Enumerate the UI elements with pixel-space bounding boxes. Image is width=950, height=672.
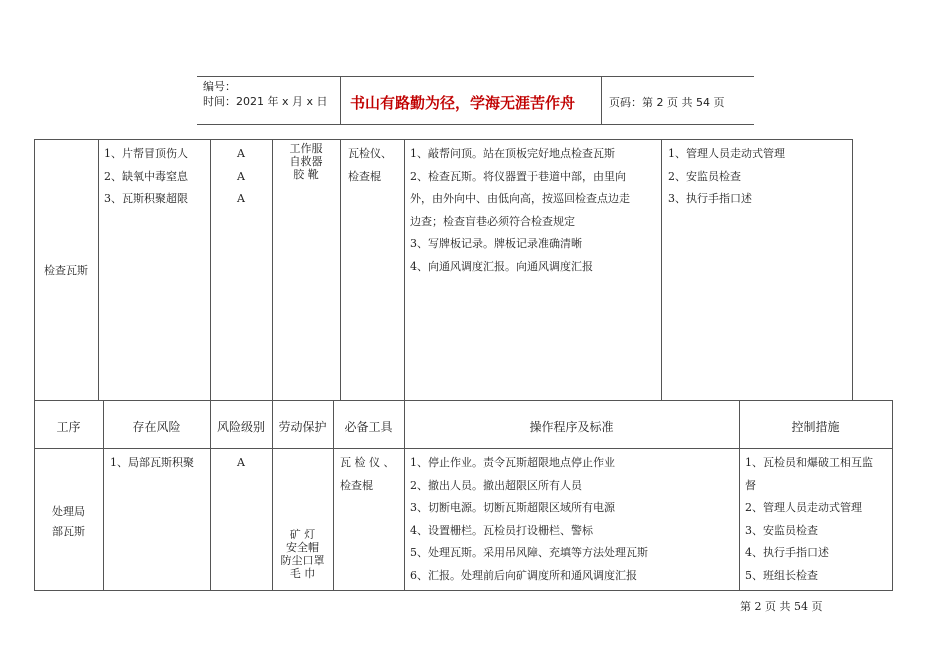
tool-item: 瓦 检 仪 、 xyxy=(340,456,395,469)
protection-item: 矿 灯 xyxy=(289,528,316,541)
control-item: 4、执行手指口述 xyxy=(745,546,829,559)
tools-list xyxy=(348,143,392,188)
procedure-line: 边查；检查盲巷必须符合检查规定 xyxy=(410,214,575,228)
procedure-list xyxy=(410,452,648,587)
control-item: 5、班组长检查 xyxy=(745,568,818,582)
control-item: 督 xyxy=(745,478,756,492)
header-motto: 书山有路勤为径，学海无涯苦作舟 xyxy=(350,94,576,112)
process-line: 处理局 xyxy=(52,505,85,518)
col-header-process: 工序 xyxy=(56,420,81,434)
protection-item: 工作服 xyxy=(289,142,323,155)
col-header-risk: 存在风险 xyxy=(132,420,181,434)
risk-level-list xyxy=(210,452,272,475)
procedure-line: 3、写牌板记录。牌板记录准确清晰 xyxy=(410,237,582,250)
risk-level: A xyxy=(237,169,245,183)
risk-level: A xyxy=(237,192,245,205)
tools-list xyxy=(340,452,395,497)
protection-list xyxy=(272,142,340,181)
control-item: 3、执行手指口述 xyxy=(668,192,752,205)
protection-list xyxy=(272,528,333,580)
col-header-protection: 劳动保护 xyxy=(278,420,327,434)
controls-list xyxy=(668,143,785,211)
protection-item: 胶 靴 xyxy=(293,168,319,181)
risk-level: A xyxy=(237,147,245,160)
col-header-tools: 必备工具 xyxy=(344,420,393,434)
procedure-line: 1、停止作业。责令瓦斯超限地点停止作业 xyxy=(410,456,615,469)
procedure-line: 2、撤出人员。撤出超限区所有人员 xyxy=(410,478,582,492)
procedure-line: 5、处理瓦斯。采用吊风障、充填等方法处理瓦斯 xyxy=(410,546,648,559)
risk-item: 1、片帮冒顶伤人 xyxy=(104,147,188,160)
procedure-line: 4、向通风调度汇报。向通风调度汇报 xyxy=(410,259,593,273)
risk-item: 2、缺氧中毒窒息 xyxy=(104,169,188,183)
risk-list xyxy=(110,452,194,475)
control-item: 2、安监员检查 xyxy=(668,169,741,183)
col-header-controls: 控制措施 xyxy=(791,420,840,434)
procedure-line: 4、设置栅栏。瓦检员打设栅栏、警标 xyxy=(410,523,593,537)
footer-page-number: 第 2 页 共 54 页 xyxy=(740,600,823,613)
risk-list xyxy=(104,143,188,211)
procedure-line: 1、敲帮问顶。站在顶板完好地点检查瓦斯 xyxy=(410,147,615,160)
risk-item: 1、局部瓦斯积聚 xyxy=(110,456,194,469)
protection-item: 防尘口罩 xyxy=(280,554,325,567)
document-number-label: 编号： xyxy=(203,80,236,93)
process-check-gas: 检查瓦斯 xyxy=(44,264,88,277)
tool-item: 检查棍 xyxy=(340,478,373,492)
process-line: 部瓦斯 xyxy=(52,525,85,538)
document-time-label: 时间：2021 年 x 月 x 日 xyxy=(203,95,328,108)
tool-item: 瓦检仪、 xyxy=(348,147,392,160)
protection-item: 毛 巾 xyxy=(289,567,316,580)
col-header-procedure: 操作程序及标准 xyxy=(529,420,614,434)
control-item: 1、管理人员走动式管理 xyxy=(668,147,785,160)
protection-item: 自救器 xyxy=(289,155,323,168)
control-item: 1、瓦检员和爆破工相互监 xyxy=(745,456,873,469)
procedure-line: 2、检查瓦斯。将仪器置于巷道中部，由里向 xyxy=(410,169,626,183)
control-item: 2、管理人员走动式管理 xyxy=(745,501,862,514)
control-item: 3、安监员检查 xyxy=(745,523,818,537)
risk-level-list xyxy=(210,143,272,211)
col-header-level: 风险级别 xyxy=(216,420,265,434)
procedure-line: 3、切断电源。切断瓦斯超限区域所有电源 xyxy=(410,501,615,514)
controls-list xyxy=(745,452,873,587)
protection-item: 安全帽 xyxy=(286,541,319,554)
risk-item: 3、瓦斯积聚超限 xyxy=(104,192,188,205)
tool-item: 检查棍 xyxy=(348,169,381,183)
procedure-line: 外，由外向中、由低向高，按巡回检查点边走 xyxy=(410,192,630,205)
risk-level: A xyxy=(237,456,245,469)
process-local-gas xyxy=(34,502,103,542)
procedure-list xyxy=(410,143,630,278)
header-page-label: 页码：第 2 页 共 54 页 xyxy=(609,96,725,109)
procedure-line: 6、汇报。处理前后向矿调度所和通风调度汇报 xyxy=(410,568,637,582)
